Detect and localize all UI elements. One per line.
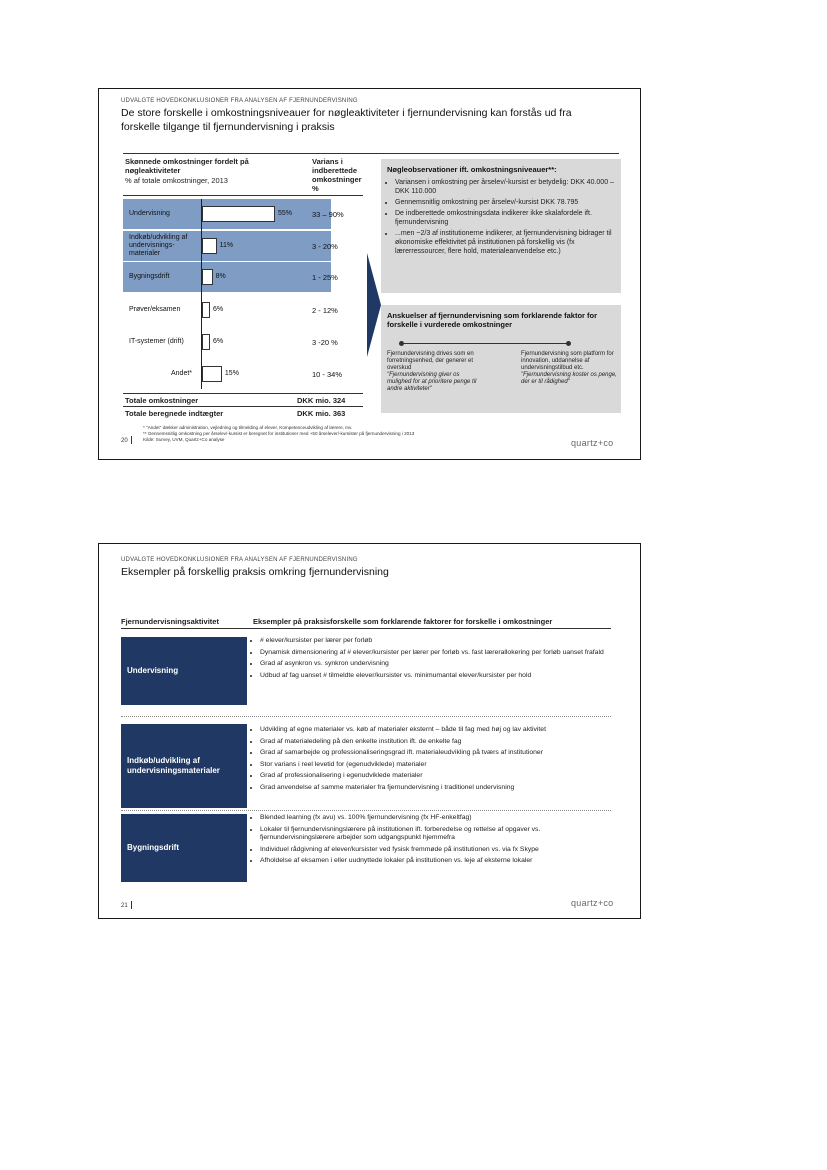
page-number: 21 [121,901,132,909]
view-left: Fjernundervisning drives som en forretningsenhed, der generer et overskud "Fjernundervisning giver os mulighed for at prioritere penge til andre aktiviteter" [387,351,477,392]
list-item: • Grad anvendelse af samme materialer fra fjernundervisning i traditionel undervisning [260,784,611,793]
activity-label-materialer: Indkøb/udvikling af undervisningsmaterialer [121,724,247,808]
category-label: IT-systemer (drift) [129,338,184,345]
page-number: 20 [121,436,132,444]
spectrum-right-dot-icon [566,341,571,346]
list-item: • Blended learning (fx avu) vs. 100% fjernundervisning (fx HF-enkeltfag) [260,814,611,823]
bar-value-label: 55% [278,210,293,217]
observations-panel [381,159,621,293]
activity-label-bygningsdrift: Bygningsdrift [121,814,247,882]
observation-item: • Gennemsnitlig omkostning per årselev/-kursist DKK 78.795 [395,198,617,207]
view-right: Fjernundervisning som platform for innovation, uddannelse af undervisningstilbud etc. "Fjernundervisning koster os penge, der er til rådighed" [521,351,617,385]
footnotes: * "Andet" dækker administration, vejledning og tilmelding af elever, Kompetenceudvikling af lærere, mv. ** Gennemsnitlig omkostning per årselev/-kursist er beregnet for institutioner med +50 årselever/-kursister på fjernundervisning i 2013 Kilde: Survey, UVM, Quartz+Co analyse [143,425,415,442]
list-item: • Stor varians i reel levetid for (egenudviklede) materialer [260,761,611,770]
row-divider [121,810,611,811]
category-label: Bygningsdrift [129,273,170,280]
activity-label-undervisning: Undervisning [121,637,247,705]
arrow-right-icon [367,253,381,357]
variance-value: 2 - 12% [312,306,338,315]
list-item: • Udvikling af egne materialer vs. køb af materialer eksternt – både til fag med høj og lav aktivitet [260,726,611,735]
row-bullets-undervisning [251,637,611,683]
slide-practice-examples [98,543,641,919]
category-label: Andet* [171,370,193,377]
bar-value-label: 6% [212,306,224,313]
views-title: Anskuelser af fjernundervisning som forklarende faktor for forskelle i vurderede omkostninger [387,311,598,329]
category-label: Indkøb/udvikling af undervisnings-materialer [129,234,188,257]
row-divider [121,716,611,717]
bar-value-label: 6% [212,338,224,345]
chart-subtitle: % af totale omkostninger, 2013 [125,176,228,185]
list-item: • Afholdelse af eksamen i eller uudnyttede lokaler på institutionen vs. leje af eksterne lokaler [260,857,611,866]
bar-value-label: 15% [224,370,239,377]
bar [202,269,213,285]
slide-title-line1: De store forskelle i omkostningsniveauer for nøgleaktiviteter i fjernundervisning kan forstås ud fra [121,107,572,119]
slide-overline: UDVALGTE HOVEDKONKLUSIONER FRA ANALYSEN AF FJERNUNDERVISNING [121,557,358,563]
chart-header-rule [123,195,363,196]
total-costs-value: DKK mio. 324 [297,396,346,405]
views-panel [381,305,621,413]
bar-value-label: 11% [219,242,234,249]
bar [202,238,217,254]
slide-title-line2: forskelle tilgange til fjernundervisning i praksis [121,121,335,133]
list-item: • Grad af professionalisering i egenudviklede materialer [260,772,611,781]
variance-value: 10 - 34% [312,370,343,379]
bar [202,302,210,318]
views-spectrum-line [401,343,569,344]
row-bullets-materialer [251,726,611,795]
totals-mid-rule [123,406,363,407]
bar-value-label: 8% [215,273,226,280]
variance-value: 3 -20 % [312,338,338,347]
list-item: • # elever/kursister per lærer per forløb [260,637,611,646]
bar [202,334,210,350]
bar [202,206,275,222]
list-item: • Grad af samarbejde og professionaliseringsgrad ift. materialeudvikling på tværs af institutioner [260,749,611,758]
spectrum-left-dot-icon [399,341,404,346]
observation-item: • De indberettede omkostningsdata indikerer ikke skalafordele ift. fjernundervisning [395,209,617,227]
column-header-activity: Fjernundervisningsaktivitet [121,617,219,626]
row-bullets-bygningsdrift [251,814,611,869]
list-item: • Individuel rådgivning af elever/kursister ved fysisk fremmøde på institutionen vs. via fx Skype [260,846,611,855]
quartz-co-logo: quartz+co [571,898,614,908]
table-header-rule [121,628,611,629]
variance-header: Varians i indberettede omkostninger % [312,157,362,193]
category-label: Undervisning [129,210,170,217]
bar [202,366,222,382]
chart-title: Skønnede omkostninger fordelt på nøgleaktiviteter [125,157,249,175]
observation-item: • Variansen i omkostning per årselev/-kursist er betydelig: DKK 40.000 – DKK 110.000 [395,178,617,196]
slide-cost-levels [98,88,641,460]
slide-title: Eksempler på forskellig praksis omkring fjernundervisning [121,566,389,578]
total-costs-label: Totale omkostninger [125,396,199,405]
list-item: • Dynamisk dimensionering af # elever/kursister per lærer per forløb vs. fast lærerallokering per forløb uanset frafald [260,649,611,658]
list-item: • Lokaler til fjernundervisningslærere på institutionen ift. forberedelse og rettelse af opgaver vs. fjernundervisningslærere arbejder som udgangspunkt hjemmefra [260,826,611,843]
list-item: • Grad af asynkron vs. synkron undervisning [260,660,611,669]
total-income-value: DKK mio. 363 [297,409,346,418]
header-rule [123,153,619,154]
observations-list [385,178,617,256]
observation-item: • ...men ~2/3 af institutionerne indikerer, at fjernundervisning bidrager til økonomiske effektivitet på institutionen på forskellig vis (fx lærerressourcer, flere hold, materialeanvendelse etc.) [395,229,617,256]
list-item: • Grad af materialedeling på den enkelte institution ift. de enkelte fag [260,738,611,747]
category-label: Prøver/eksamen [129,306,181,313]
variance-value: 33 – 90% [312,210,344,219]
quartz-co-logo: quartz+co [571,438,614,448]
total-income-label: Totale beregnede indtægter [125,409,224,418]
variance-value: 3 - 20% [312,242,338,251]
variance-value: 1 - 25% [312,273,338,282]
observations-title: Nøgleobservationer ift. omkostningsniveauer**: [387,165,557,174]
totals-rule [123,393,363,394]
list-item: • Udbud af fag uanset # tilmeldte elever/kursister vs. minimumantal elever/kursister per hold [260,672,611,681]
column-header-examples: Eksempler på praksisforskelle som forklarende faktorer for forskelle i omkostninger [253,617,553,626]
chart-axis [201,199,202,389]
slide-overline: UDVALGTE HOVEDKONKLUSIONER FRA ANALYSEN AF FJERNUNDERVISNING [121,98,358,104]
